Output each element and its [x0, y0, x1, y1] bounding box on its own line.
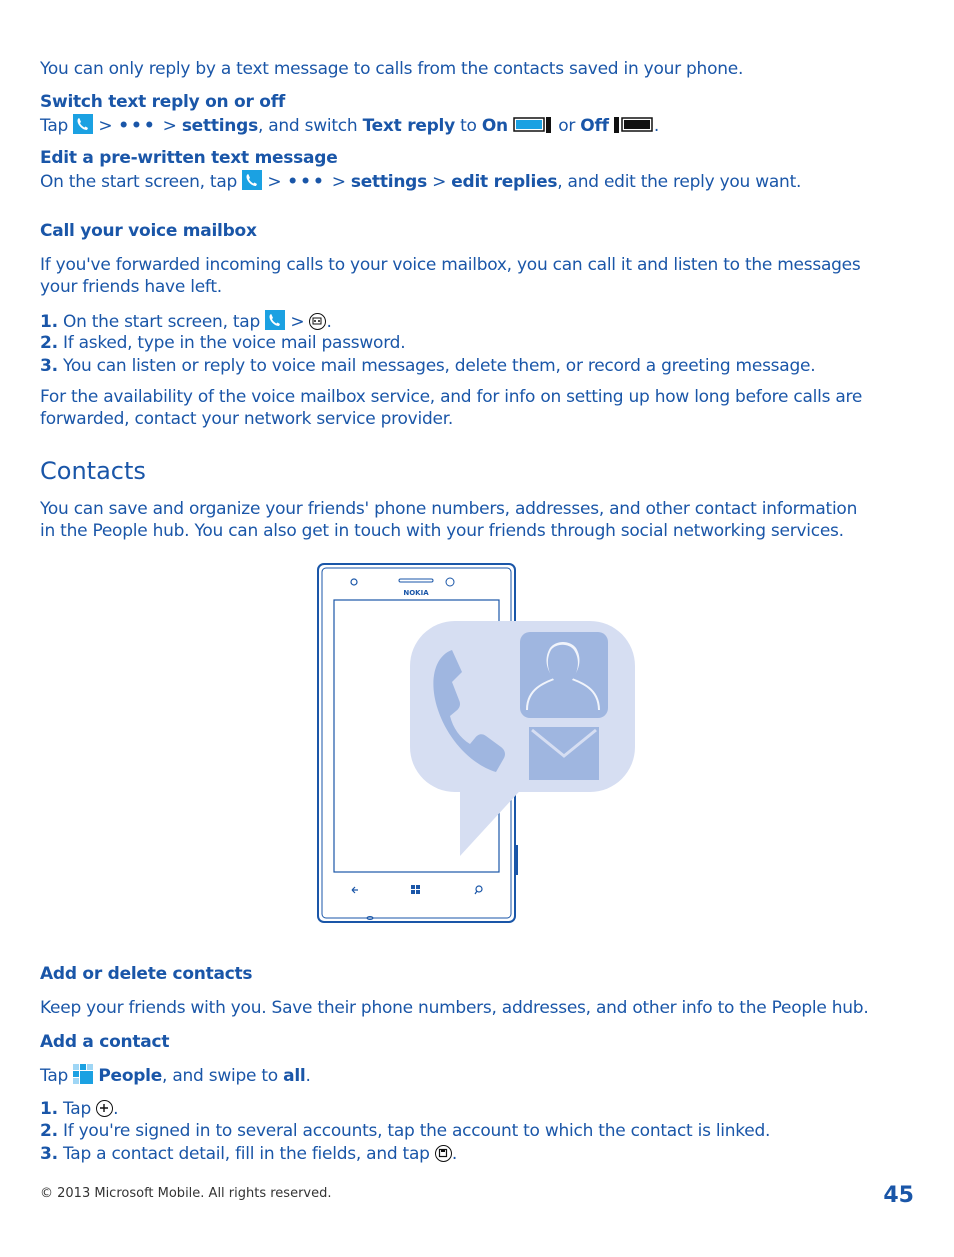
- add-delete-heading: Add or delete contacts: [40, 964, 253, 984]
- separator: >: [432, 172, 447, 192]
- separator: >: [98, 116, 113, 136]
- add-contact-instruction: [40, 1064, 311, 1087]
- phone-brand: NOKIA: [403, 589, 429, 597]
- toggle-on-icon: [513, 117, 553, 133]
- edit-replies-label: edit replies: [451, 172, 558, 192]
- intro-text: You can only reply by a text message to calls from the contacts saved in your phone.: [40, 59, 744, 79]
- add-contact-heading: Add a contact: [40, 1032, 170, 1052]
- contacts-p1-line1: You can save and organize your friends' phone numbers, addresses, and other contact information: [40, 499, 858, 519]
- phone-tile-icon: [265, 310, 285, 330]
- text: , and switch: [257, 116, 358, 136]
- text: If asked, type in the voice mail password.: [62, 333, 406, 353]
- phone-tile-icon: [242, 170, 262, 190]
- save-icon: [435, 1145, 452, 1162]
- voicemail-step-3: [40, 355, 815, 377]
- tap-word: Tap: [40, 116, 69, 136]
- contacts-p1-line2: in the People hub. You can also get in touch with your friends through social networking services.: [40, 521, 844, 541]
- phone-tile-icon: [73, 114, 93, 134]
- text: , and swipe to: [162, 1066, 278, 1086]
- step-number: 1.: [40, 1099, 58, 1119]
- off-label: Off: [580, 116, 609, 136]
- more-dots-icon: •••: [287, 172, 326, 192]
- text: .: [305, 1066, 311, 1086]
- contacts-title: Contacts: [40, 457, 146, 485]
- add-step-1: [40, 1098, 118, 1120]
- page-number: 45: [883, 1183, 914, 1208]
- tap-word: Tap: [40, 1066, 69, 1086]
- text: .: [451, 1144, 457, 1164]
- more-dots-icon: •••: [118, 116, 157, 136]
- edit-reply-heading: Edit a pre-written text message: [40, 148, 338, 168]
- text: You can listen or reply to voice mail messages, delete them, or record a greeting message.: [62, 356, 816, 376]
- voicemail-p1-line2: your friends have left.: [40, 277, 222, 297]
- toggle-off-icon: [614, 117, 654, 133]
- separator: >: [162, 116, 177, 136]
- text: to: [460, 116, 477, 136]
- text: .: [653, 116, 660, 136]
- on-label: On: [481, 116, 508, 136]
- text: , and edit the reply you want.: [557, 172, 802, 192]
- text: .: [113, 1099, 119, 1119]
- voicemail-step-1: [40, 310, 332, 333]
- separator: >: [267, 172, 282, 192]
- text: .: [326, 312, 332, 332]
- switch-reply-heading: Switch text reply on or off: [40, 92, 285, 112]
- people-label: People: [98, 1066, 163, 1086]
- add-step-2: [40, 1120, 770, 1142]
- text: If you're signed in to several accounts, tap the account to which the contact is linked.: [62, 1121, 771, 1141]
- voicemail-icon: [309, 313, 326, 330]
- voicemail-heading: Call your voice mailbox: [40, 221, 257, 241]
- add-step-3: [40, 1143, 457, 1165]
- phone-illustration: [310, 560, 640, 934]
- step-number: 2.: [40, 333, 58, 353]
- text: Tap: [62, 1099, 91, 1119]
- settings-label: settings: [181, 116, 258, 136]
- voicemail-p2-line2: forwarded, contact your network service provider.: [40, 409, 454, 429]
- edit-reply-instruction: [40, 170, 801, 193]
- switch-reply-instruction: [40, 114, 659, 137]
- separator: >: [331, 172, 346, 192]
- people-tile-icon: [73, 1064, 93, 1084]
- voicemail-step-2: [40, 332, 405, 354]
- step-number: 2.: [40, 1121, 58, 1141]
- text: On the start screen, tap: [62, 312, 261, 332]
- all-label: all: [283, 1066, 306, 1086]
- step-number: 3.: [40, 356, 58, 376]
- step-number: 3.: [40, 1144, 58, 1164]
- add-plus-icon: [96, 1100, 113, 1117]
- text-reply-label: Text reply: [362, 116, 455, 136]
- copyright-footer: © 2013 Microsoft Mobile. All rights reserved.: [40, 1186, 332, 1201]
- text: or: [558, 116, 576, 136]
- voicemail-p2-line1: For the availability of the voice mailbox service, and for info on setting up how long before calls are: [40, 387, 863, 407]
- separator: >: [290, 312, 305, 332]
- text: Tap a contact detail, fill in the fields, and tap: [62, 1144, 430, 1164]
- settings-label: settings: [350, 172, 427, 192]
- text: On the start screen, tap: [40, 172, 238, 192]
- add-delete-p1: Keep your friends with you. Save their phone numbers, addresses, and other info to the People hub.: [40, 998, 869, 1018]
- step-number: 1.: [40, 312, 58, 332]
- voicemail-p1-line1: If you've forwarded incoming calls to your voice mailbox, you can call it and listen to the messages: [40, 255, 861, 275]
